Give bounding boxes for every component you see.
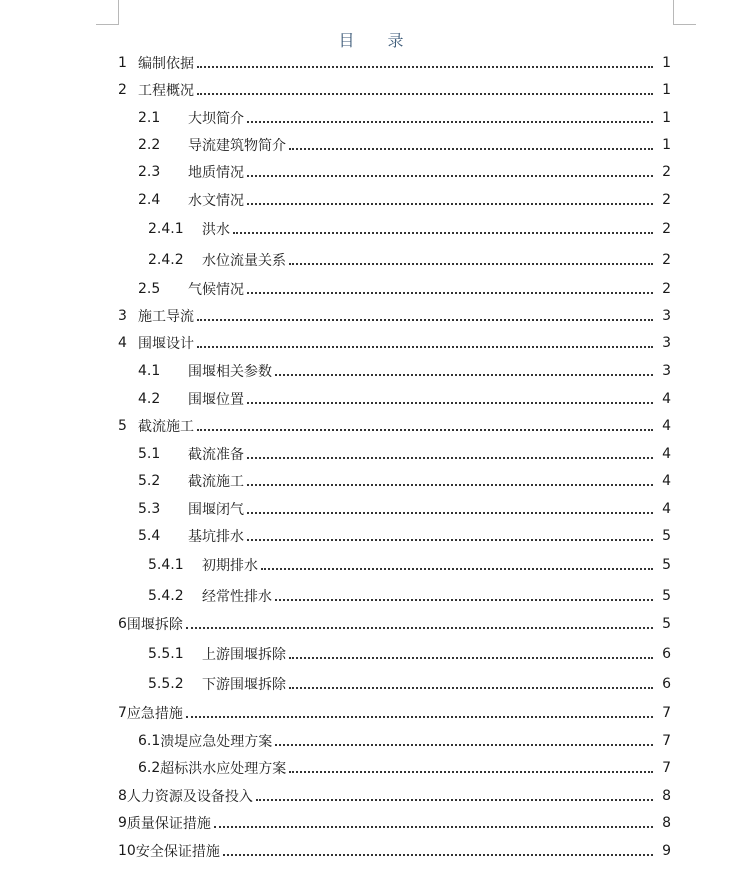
toc-entry-title: 工程概况 — [138, 83, 194, 99]
toc-entry[interactable] — [0, 80, 742, 100]
toc-entry-page: 1 — [662, 82, 671, 98]
toc-entry[interactable] — [0, 416, 742, 436]
toc-entry-page: 4 — [662, 418, 671, 434]
toc-leader-dots — [197, 429, 653, 431]
toc-entry-number: 5.1 — [138, 446, 161, 462]
toc-entry[interactable] — [0, 813, 742, 833]
toc-entry-title: 初期排水 — [202, 558, 258, 574]
toc-entry-title: 基坑排水 — [188, 529, 244, 545]
toc-entry-page: 4 — [662, 473, 671, 489]
toc-entry-title: 溃堤应急处理方案 — [160, 734, 273, 750]
toc-entry[interactable] — [0, 190, 742, 210]
toc-entry-number: 7 — [118, 705, 127, 721]
toc-entry[interactable] — [0, 786, 742, 806]
toc-leader-dots — [247, 402, 653, 404]
toc-entry-title: 安全保证措施 — [135, 844, 220, 860]
toc-entry[interactable] — [0, 526, 742, 546]
toc-entry-page: 3 — [662, 363, 671, 379]
toc-leader-dots — [186, 627, 653, 629]
toc-leader-dots — [289, 263, 653, 265]
toc-leader-dots — [289, 771, 653, 773]
toc-entry-page: 3 — [662, 308, 671, 324]
toc-leader-dots — [197, 346, 653, 348]
toc-entry[interactable] — [0, 586, 742, 606]
toc-entry-title: 编制依据 — [138, 56, 194, 72]
toc-entry[interactable] — [0, 279, 742, 299]
toc-entry-title: 截流准备 — [188, 447, 244, 463]
toc-leader-dots — [214, 826, 653, 828]
toc-leader-dots — [289, 687, 653, 689]
toc-entry[interactable] — [0, 555, 742, 575]
toc-entry-title: 地质情况 — [188, 165, 244, 181]
toc-entry-page: 7 — [662, 733, 671, 749]
toc-title: 目 录 — [338, 31, 418, 50]
toc-leader-dots — [197, 319, 653, 321]
toc-entry-page: 2 — [662, 221, 671, 237]
toc-leader-dots — [247, 292, 653, 294]
toc-entry-page: 4 — [662, 391, 671, 407]
toc-entry-number: 1 — [118, 55, 127, 71]
toc-entry[interactable] — [0, 758, 742, 778]
toc-entry-page: 6 — [662, 676, 671, 692]
toc-entry[interactable] — [0, 499, 742, 519]
toc-entry[interactable] — [0, 53, 742, 73]
toc-entry-number: 5.4.2 — [148, 588, 184, 604]
page-corner-mark-left — [96, 0, 119, 25]
toc-leader-dots — [247, 512, 653, 514]
toc-entry-number: 9 — [118, 815, 127, 831]
toc-entry-title: 气候情况 — [188, 282, 244, 298]
toc-entry[interactable] — [0, 703, 742, 723]
toc-entry[interactable] — [0, 614, 742, 634]
toc-leader-dots — [247, 457, 653, 459]
toc-leader-dots — [247, 539, 653, 541]
toc-entry[interactable] — [0, 333, 742, 353]
toc-entry[interactable] — [0, 731, 742, 751]
toc-entry-page: 6 — [662, 646, 671, 662]
toc-entry-number: 5.4 — [138, 528, 161, 544]
toc-entry-title: 水文情况 — [188, 193, 244, 209]
toc-entry-number: 10 — [118, 843, 136, 859]
toc-entry[interactable] — [0, 108, 742, 128]
toc-entry-title: 水位流量关系 — [202, 253, 286, 269]
toc-entry-page: 5 — [662, 557, 671, 573]
toc-entry-page: 5 — [662, 528, 671, 544]
toc-entry-title: 上游围堰拆除 — [202, 647, 286, 663]
toc-entry-title: 截流施工 — [138, 419, 194, 435]
toc-entry[interactable] — [0, 162, 742, 182]
toc-entry-number: 2.4.2 — [148, 252, 184, 268]
toc-leader-dots — [247, 203, 653, 205]
toc-entry-title: 截流施工 — [188, 474, 244, 490]
toc-entry-page: 1 — [662, 110, 671, 126]
toc-entry-number: 3 — [118, 308, 127, 324]
toc-leader-dots — [197, 66, 653, 68]
page-corner-mark-right — [673, 0, 696, 25]
toc-entry-page: 4 — [662, 446, 671, 462]
toc-leader-dots — [261, 568, 653, 570]
toc-entry[interactable] — [0, 644, 742, 664]
toc-entry-title: 大坝简介 — [188, 111, 244, 127]
toc-entry-title: 超标洪水应处理方案 — [160, 761, 287, 777]
toc-entry[interactable] — [0, 361, 742, 381]
toc-entry-page: 7 — [662, 705, 671, 721]
toc-entry-title: 围堰相关参数 — [188, 364, 272, 380]
toc-entry-title: 围堰位置 — [188, 392, 244, 408]
toc-entry-number: 6 — [118, 616, 127, 632]
toc-entry-page: 2 — [662, 164, 671, 180]
toc-entry-number: 4.2 — [138, 391, 161, 407]
toc-leader-dots — [289, 148, 653, 150]
toc-leader-dots — [233, 232, 653, 234]
toc-entry-title: 人力资源及设备投入 — [126, 789, 253, 805]
toc-leader-dots — [223, 854, 653, 856]
toc-entry-title: 下游围堰拆除 — [202, 677, 286, 693]
toc-entry[interactable] — [0, 841, 742, 861]
toc-entry-number: 8 — [118, 788, 127, 804]
toc-entry-number: 6.1 — [138, 733, 161, 749]
toc-entry-page: 4 — [662, 501, 671, 517]
toc-entry-title: 施工导流 — [138, 309, 194, 325]
toc-entry-number: 5 — [118, 418, 127, 434]
toc-leader-dots — [275, 374, 653, 376]
toc-entry[interactable] — [0, 135, 742, 155]
toc-entry-number: 2.5 — [138, 281, 161, 297]
toc-entry-page: 3 — [662, 335, 671, 351]
toc-entry-page: 8 — [662, 815, 671, 831]
toc-entry[interactable] — [0, 250, 742, 270]
toc-leader-dots — [247, 175, 653, 177]
toc-entry[interactable] — [0, 219, 742, 239]
toc-entry-page: 8 — [662, 788, 671, 804]
toc-entry-title: 围堰拆除 — [126, 617, 183, 633]
toc-entry-title: 经常性排水 — [202, 589, 272, 605]
toc-entry-title: 应急措施 — [126, 706, 183, 722]
toc-entry-page: 1 — [662, 55, 671, 71]
toc-leader-dots — [275, 599, 653, 601]
toc-entry-number: 6.2 — [138, 760, 161, 776]
toc-entry-title: 导流建筑物简介 — [188, 138, 286, 154]
toc-leader-dots — [186, 716, 653, 718]
toc-entry-number: 2 — [118, 82, 127, 98]
toc-entry-page: 2 — [662, 192, 671, 208]
toc-leader-dots — [275, 744, 653, 746]
toc-leader-dots — [247, 484, 653, 486]
toc-entry-page: 1 — [662, 137, 671, 153]
toc-entry-number: 2.1 — [138, 110, 161, 126]
toc-entry-page: 5 — [662, 588, 671, 604]
toc-entry-number: 5.3 — [138, 501, 161, 517]
toc-leader-dots — [197, 93, 653, 95]
toc-entry[interactable] — [0, 674, 742, 694]
toc-leader-dots — [256, 799, 653, 801]
toc-entry-page: 2 — [662, 281, 671, 297]
toc-leader-dots — [289, 657, 653, 659]
toc-entry-page: 7 — [662, 760, 671, 776]
toc-entry-number: 5.2 — [138, 473, 161, 489]
toc-entry[interactable] — [0, 389, 742, 409]
toc-entry-page: 2 — [662, 252, 671, 268]
toc-entry[interactable] — [0, 306, 742, 326]
toc-entry-number: 5.4.1 — [148, 557, 184, 573]
toc-entry[interactable] — [0, 471, 742, 491]
toc-entry-page: 5 — [662, 616, 671, 632]
toc-entry[interactable] — [0, 444, 742, 464]
toc-entry-number: 4.1 — [138, 363, 161, 379]
toc-entry-number: 2.3 — [138, 164, 161, 180]
toc-entry-number: 5.5.2 — [148, 676, 184, 692]
toc-entry-number: 4 — [118, 335, 127, 351]
toc-entry-title: 围堰闭气 — [188, 502, 244, 518]
toc-leader-dots — [247, 121, 653, 123]
toc-entry-number: 2.4.1 — [148, 221, 184, 237]
toc-entry-title: 围堰设计 — [138, 336, 194, 352]
toc-entry-title: 质量保证措施 — [126, 816, 211, 832]
toc-entry-title: 洪水 — [202, 222, 230, 238]
toc-entry-number: 2.4 — [138, 192, 161, 208]
toc-entry-page: 9 — [662, 843, 671, 859]
toc-entry-number: 2.2 — [138, 137, 161, 153]
toc-entry-number: 5.5.1 — [148, 646, 184, 662]
